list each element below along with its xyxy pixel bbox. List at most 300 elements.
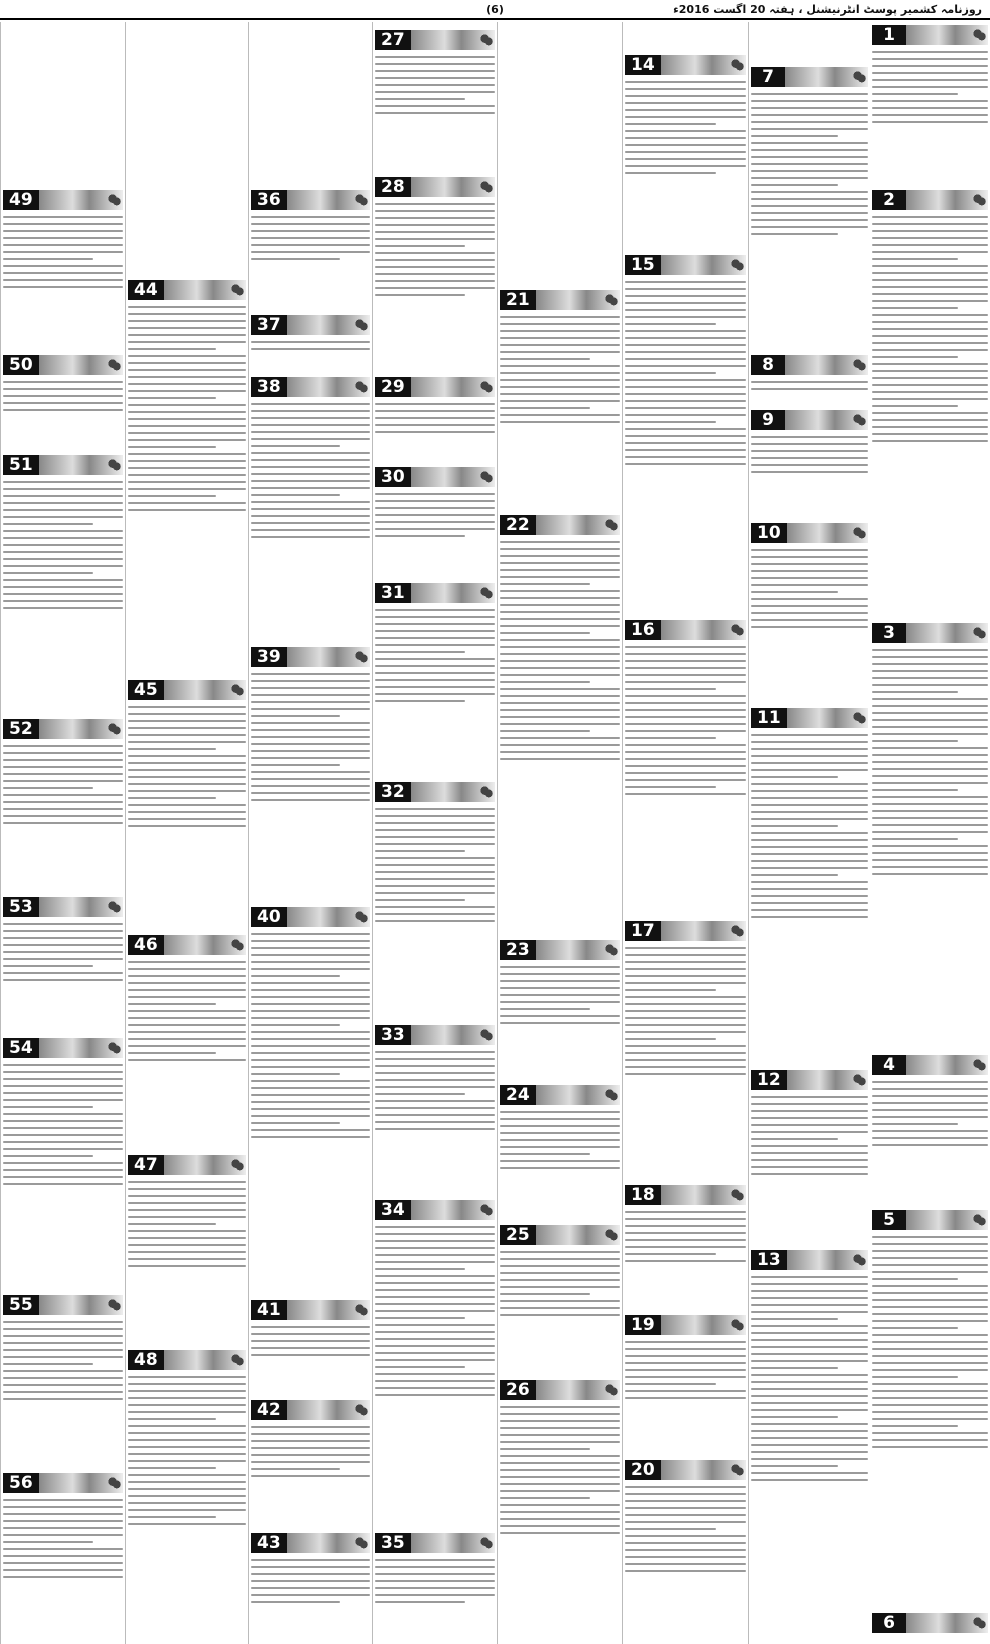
text-line <box>625 456 746 458</box>
text-line <box>251 1136 370 1138</box>
news-item-badge <box>375 29 495 51</box>
text-line <box>128 334 246 336</box>
text-line <box>128 1376 246 1378</box>
text-line <box>128 355 246 357</box>
text-line <box>375 1310 495 1312</box>
text-line <box>751 556 868 558</box>
text-line <box>251 989 370 991</box>
text-line <box>375 112 495 114</box>
text-line <box>128 706 246 708</box>
news-item-badge <box>872 1054 988 1076</box>
text-line <box>872 1383 988 1385</box>
text-line <box>128 968 246 970</box>
news-item-number: 17 <box>625 921 661 941</box>
text-line <box>3 1363 93 1365</box>
news-item-badge <box>751 66 868 88</box>
text-line <box>251 1573 370 1575</box>
news-item-number: 54 <box>3 1038 39 1058</box>
text-line <box>872 1369 988 1371</box>
news-item-number: 44 <box>128 280 164 300</box>
news-item-body-text <box>251 403 370 538</box>
text-line <box>500 1146 620 1148</box>
text-line <box>751 1346 868 1348</box>
text-line <box>872 335 988 337</box>
text-line <box>375 77 495 79</box>
text-line <box>625 674 746 676</box>
text-line <box>375 424 495 426</box>
news-item-body-text <box>128 706 246 827</box>
text-line <box>251 1475 370 1477</box>
text-line <box>751 790 868 792</box>
text-line <box>872 265 988 267</box>
text-line <box>375 913 495 915</box>
text-line <box>3 1106 93 1108</box>
text-line <box>251 715 340 717</box>
text-line <box>128 825 246 827</box>
news-item-body-text <box>3 923 123 981</box>
news-item-number: 8 <box>751 355 785 375</box>
text-line <box>3 1555 123 1557</box>
text-line <box>3 1377 123 1379</box>
text-line <box>751 443 868 445</box>
news-item-body-text <box>251 1559 370 1603</box>
text-line <box>751 114 868 116</box>
text-line <box>872 838 958 840</box>
news-item-number: 36 <box>251 190 287 210</box>
text-line <box>375 1296 495 1298</box>
text-line <box>375 417 495 419</box>
text-line <box>375 1051 495 1053</box>
text-line <box>500 1125 620 1127</box>
text-line <box>128 313 246 315</box>
text-line <box>500 1469 620 1471</box>
text-line <box>500 674 620 676</box>
text-line <box>500 688 620 690</box>
text-line <box>375 829 495 831</box>
text-line <box>251 536 370 538</box>
text-line <box>872 852 988 854</box>
news-item-body-text <box>500 541 620 760</box>
news-item-badge <box>375 1199 495 1221</box>
text-line <box>251 694 370 696</box>
text-line <box>375 1373 495 1375</box>
text-line <box>375 403 495 405</box>
text-line <box>872 328 988 330</box>
ornament-bar-icon <box>164 935 246 955</box>
text-line <box>3 1162 123 1164</box>
text-line <box>375 1380 495 1382</box>
ornament-bar-icon <box>661 1315 746 1335</box>
text-line <box>500 1258 620 1260</box>
news-item <box>251 1397 370 1528</box>
text-line <box>375 1324 495 1326</box>
text-line <box>872 100 988 102</box>
news-item <box>625 1457 746 1642</box>
news-item-body-text <box>375 56 495 114</box>
text-line <box>128 1383 246 1385</box>
news-item <box>251 374 370 642</box>
news-item <box>128 932 246 1150</box>
text-line <box>3 230 123 232</box>
ornament-bar-icon <box>39 1295 123 1315</box>
text-line <box>251 687 370 689</box>
text-line <box>251 459 370 461</box>
ornament-bar-icon <box>906 190 988 210</box>
text-line <box>3 1520 123 1522</box>
news-item <box>128 277 246 675</box>
news-item-body-text <box>128 961 246 1061</box>
text-line <box>500 1406 620 1408</box>
text-line <box>751 1416 838 1418</box>
text-line <box>128 495 216 497</box>
ornament-bar-icon <box>39 455 123 475</box>
news-item-number: 42 <box>251 1400 287 1420</box>
text-line <box>128 1045 246 1047</box>
news-item <box>751 705 868 1065</box>
text-line <box>3 1134 123 1136</box>
text-line <box>375 822 495 824</box>
text-line <box>625 435 746 437</box>
text-line <box>3 1499 123 1501</box>
text-line <box>500 681 590 683</box>
text-line <box>3 780 123 782</box>
news-item-body-text <box>375 609 495 702</box>
text-line <box>625 681 746 683</box>
text-line <box>751 1339 868 1341</box>
news-item <box>3 1035 123 1290</box>
text-line <box>500 1525 620 1527</box>
text-line <box>375 672 495 674</box>
text-line <box>375 431 495 433</box>
text-line <box>872 272 988 274</box>
text-line <box>375 871 495 873</box>
text-line <box>751 1096 868 1098</box>
text-line <box>751 1444 868 1446</box>
text-line <box>3 1155 93 1157</box>
text-line <box>251 1461 370 1463</box>
text-line <box>751 591 838 593</box>
text-line <box>500 1015 620 1017</box>
text-line <box>500 330 620 332</box>
text-line <box>625 172 716 174</box>
text-line <box>872 1327 958 1329</box>
news-item <box>3 716 123 892</box>
ornament-bar-icon <box>411 377 495 397</box>
news-item <box>3 1470 123 1642</box>
news-item-body-text <box>625 281 746 465</box>
news-item-badge <box>128 1154 246 1176</box>
news-item-badge <box>375 466 495 488</box>
text-line <box>625 1563 746 1565</box>
news-item-number: 10 <box>751 523 787 543</box>
news-item-body-text <box>375 493 495 537</box>
text-line <box>128 1188 246 1190</box>
news-item-number: 33 <box>375 1025 411 1045</box>
text-line <box>375 906 495 908</box>
text-line <box>872 1320 988 1322</box>
text-line <box>500 980 620 982</box>
ornament-bar-icon <box>536 1225 620 1245</box>
text-line <box>375 1240 495 1242</box>
text-line <box>751 177 868 179</box>
text-line <box>872 1264 988 1266</box>
text-line <box>3 972 123 974</box>
text-line <box>128 1495 246 1497</box>
news-item <box>251 1530 370 1642</box>
news-item-number: 48 <box>128 1350 164 1370</box>
text-line <box>872 670 988 672</box>
text-line <box>872 300 988 302</box>
news-item-body-text <box>251 1426 370 1477</box>
text-line <box>375 1566 495 1568</box>
text-line <box>251 1045 370 1047</box>
text-line <box>3 216 123 218</box>
text-line <box>751 1430 868 1432</box>
text-line <box>251 466 370 468</box>
text-line <box>375 1317 465 1319</box>
text-line <box>3 1078 123 1080</box>
text-line <box>128 713 246 715</box>
text-line <box>500 611 620 613</box>
text-line <box>3 1384 123 1386</box>
news-item <box>3 452 123 714</box>
text-line <box>128 1453 246 1455</box>
text-line <box>128 320 246 322</box>
text-line <box>872 754 988 756</box>
text-line <box>751 818 868 820</box>
news-item-number: 15 <box>625 255 661 275</box>
text-line <box>872 237 988 239</box>
ornament-bar-icon <box>411 467 495 487</box>
text-line <box>625 1362 746 1364</box>
text-line <box>375 843 495 845</box>
text-line <box>375 815 495 817</box>
text-line <box>3 286 123 288</box>
text-line <box>500 994 620 996</box>
text-line <box>500 316 620 318</box>
text-line <box>625 989 716 991</box>
text-line <box>751 853 868 855</box>
text-line <box>751 135 838 137</box>
text-line <box>625 1218 746 1220</box>
text-line <box>751 902 868 904</box>
text-line <box>625 1500 746 1502</box>
text-line <box>500 1434 620 1436</box>
text-line <box>751 156 868 158</box>
text-line <box>625 1211 746 1213</box>
news-item-number: 29 <box>375 377 411 397</box>
text-line <box>375 266 495 268</box>
text-line <box>500 1286 620 1288</box>
text-line <box>625 982 746 984</box>
text-line <box>3 481 123 483</box>
text-line <box>128 790 246 792</box>
text-line <box>251 680 370 682</box>
text-line <box>251 722 370 724</box>
text-line <box>375 1338 495 1340</box>
news-item-body-text <box>751 734 868 918</box>
text-line <box>872 1095 988 1097</box>
text-line <box>375 1100 495 1102</box>
text-line <box>872 405 958 407</box>
text-line <box>251 736 370 738</box>
text-line <box>3 930 123 932</box>
text-line <box>625 1549 746 1551</box>
text-line <box>251 473 370 475</box>
news-item-body-text <box>375 1226 495 1396</box>
text-line <box>500 1441 620 1443</box>
text-line <box>625 421 716 423</box>
text-line <box>872 824 988 826</box>
news-item-body-text <box>251 341 370 350</box>
text-line <box>251 708 370 710</box>
news-item-number: 46 <box>128 935 164 955</box>
news-item <box>625 1312 746 1455</box>
text-line <box>625 95 746 97</box>
news-item-number: 1 <box>872 25 906 45</box>
ornament-bar-icon <box>787 1250 868 1270</box>
news-item-badge <box>3 718 123 740</box>
news-item-badge <box>3 896 123 918</box>
text-line <box>872 1299 988 1301</box>
text-line <box>625 316 746 318</box>
text-line <box>500 386 620 388</box>
news-item-badge <box>625 254 746 276</box>
text-line <box>3 516 123 518</box>
text-line <box>375 1559 495 1561</box>
text-line <box>3 1113 123 1115</box>
text-line <box>500 358 590 360</box>
text-line <box>500 1314 620 1316</box>
text-line <box>500 1462 620 1464</box>
text-line <box>3 965 93 967</box>
text-line <box>751 1332 868 1334</box>
text-line <box>3 586 123 588</box>
news-item-badge <box>375 1532 495 1554</box>
text-line <box>872 705 988 707</box>
text-line <box>872 691 958 693</box>
news-item-body-text <box>375 1559 495 1603</box>
text-line <box>128 1251 246 1253</box>
text-line <box>128 818 246 820</box>
text-line <box>625 351 746 353</box>
text-line <box>500 1293 590 1295</box>
text-line <box>500 702 620 704</box>
news-item <box>375 374 495 462</box>
text-line <box>128 1523 246 1525</box>
text-line <box>128 1425 246 1427</box>
news-item-number: 35 <box>375 1533 411 1553</box>
news-item-badge <box>3 1037 123 1059</box>
news-item-body-text <box>3 481 123 609</box>
text-line <box>751 233 838 235</box>
news-item-body-text <box>375 203 495 296</box>
text-line <box>3 1328 123 1330</box>
text-line <box>128 748 216 750</box>
text-line <box>872 810 988 812</box>
text-line <box>128 1237 246 1239</box>
text-line <box>128 811 246 813</box>
text-line <box>375 231 495 233</box>
text-line <box>751 619 868 621</box>
news-item-badge <box>251 1299 370 1321</box>
text-line <box>251 1468 340 1470</box>
text-line <box>375 892 495 894</box>
news-item-body-text <box>751 1276 868 1481</box>
ornament-bar-icon <box>906 623 988 643</box>
text-line <box>500 987 620 989</box>
text-line <box>375 1587 495 1589</box>
news-item <box>625 252 746 615</box>
text-line <box>3 409 123 411</box>
text-line <box>751 219 868 221</box>
text-line <box>625 786 716 788</box>
text-line <box>872 1355 988 1357</box>
text-line <box>872 1376 958 1378</box>
text-line <box>751 100 868 102</box>
text-line <box>3 1576 123 1578</box>
text-line <box>625 1397 746 1399</box>
text-line <box>3 565 123 567</box>
text-line <box>128 1003 216 1005</box>
news-item-number: 39 <box>251 647 287 667</box>
text-line <box>625 116 746 118</box>
text-line <box>3 923 123 925</box>
text-line <box>500 632 590 634</box>
text-line <box>375 98 465 100</box>
text-line <box>3 381 123 383</box>
text-line <box>500 1139 620 1141</box>
text-line <box>751 1304 868 1306</box>
text-line <box>375 238 495 240</box>
text-line <box>3 272 123 274</box>
news-item-badge <box>500 289 620 311</box>
text-line <box>375 808 495 810</box>
text-line <box>3 1541 93 1543</box>
text-line <box>500 421 620 423</box>
text-line <box>872 433 988 435</box>
news-item-badge <box>500 1224 620 1246</box>
text-line <box>625 1341 746 1343</box>
text-line <box>500 1265 620 1267</box>
text-line <box>128 734 246 736</box>
text-line <box>128 762 246 764</box>
text-line <box>3 488 123 490</box>
text-line <box>375 514 495 516</box>
news-item-badge <box>751 707 868 729</box>
text-line <box>251 230 370 232</box>
text-line <box>625 1010 746 1012</box>
text-line <box>872 712 988 714</box>
text-line <box>872 51 988 53</box>
text-line <box>128 376 246 378</box>
text-line <box>872 747 988 749</box>
text-line <box>251 968 370 970</box>
text-line <box>751 769 868 771</box>
text-line <box>751 1367 838 1369</box>
news-item-number: 6 <box>872 1613 906 1633</box>
text-line <box>3 794 123 796</box>
text-line <box>625 302 746 304</box>
text-line <box>751 839 868 841</box>
text-line <box>375 1233 495 1235</box>
news-item-badge <box>128 1349 246 1371</box>
text-line <box>128 418 246 420</box>
text-line <box>751 1479 868 1481</box>
text-line <box>500 1160 620 1162</box>
news-item-body-text <box>3 1064 123 1185</box>
news-item-number: 34 <box>375 1200 411 1220</box>
